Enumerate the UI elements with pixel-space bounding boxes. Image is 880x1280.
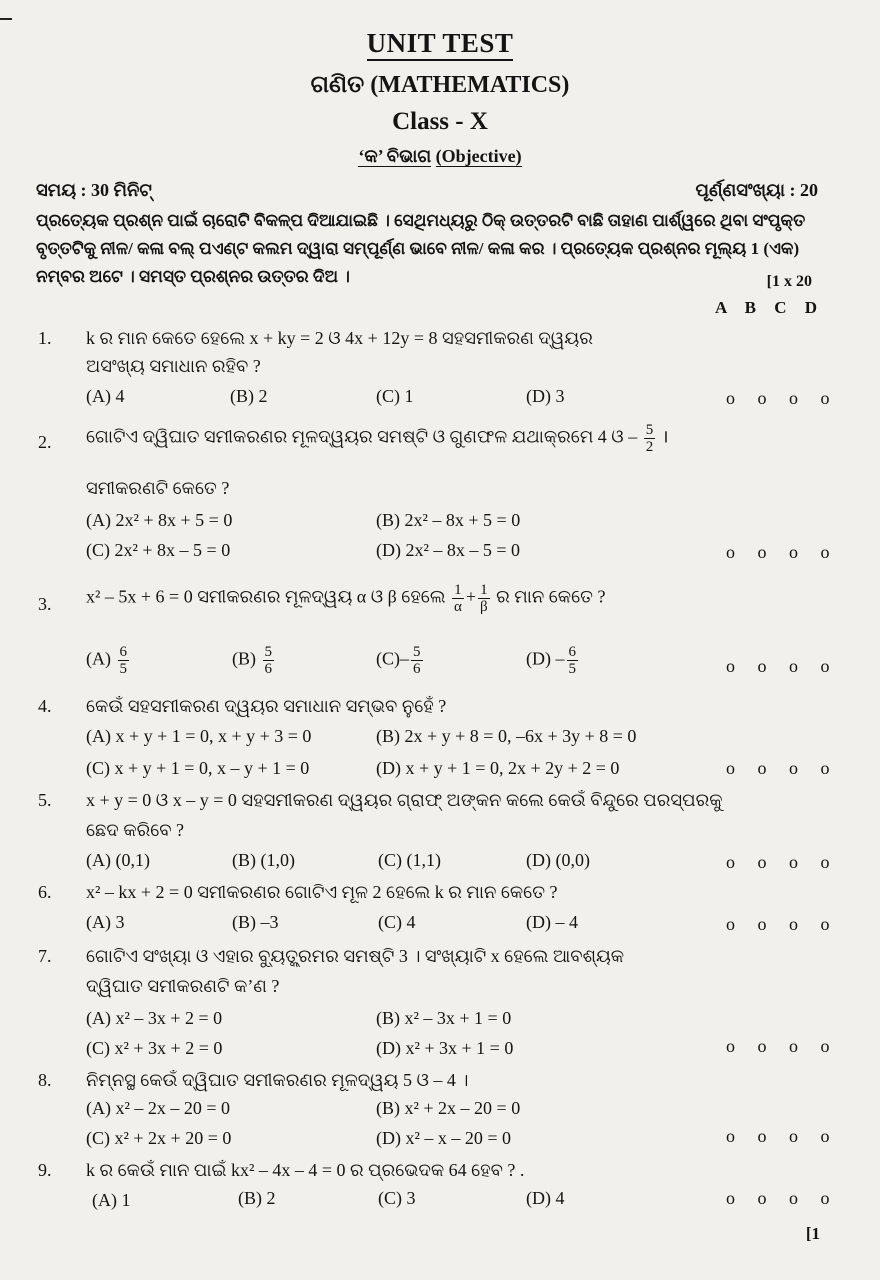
option-a[interactable]: (A) 2x² + 8x + 5 = 0 (86, 510, 233, 530)
question-number: 3. (38, 594, 52, 614)
option-d[interactable]: (D) – 4 (526, 912, 578, 932)
fraction: $\frac{5}{2}$ (645, 422, 654, 455)
option-b[interactable]: (B) 2 (238, 1188, 276, 1208)
question-text: ସମୀକରଣଟି କେତେ ? (86, 478, 230, 498)
answer-bubbles[interactable]: o o o o (726, 656, 839, 676)
class-heading: Class - X (392, 108, 488, 135)
option-a[interactable]: (A) (0,1) (86, 850, 150, 870)
question-text: ଗୋଟିଏ ଦ୍ୱିଘାତ ସମୀକରଣର ମୂଳଦ୍ୱୟର ସମଷ୍ଟି ଓ ଗୁଣଫଳ ଯଥାକ୍ରମେ 4 ଓ – $\frac{5}{2}$ । (86, 422, 669, 455)
answer-bubbles[interactable]: o o o o (726, 388, 839, 408)
question-text: k ର କେଉଁ ମାନ ପାଇଁ kx² – 4x – 4 = 0 ର ପ୍ରଭେଦକ 64 ହେବ ? . (86, 1160, 525, 1180)
question-number: 6. (38, 882, 52, 902)
option-b[interactable]: (B) 2x² – 8x + 5 = 0 (376, 510, 521, 530)
option-b[interactable]: (B) 2x + y + 8 = 0, –6x + 3y + 8 = 0 (376, 726, 637, 746)
option-a[interactable]: (A) x² – 2x – 20 = 0 (86, 1098, 231, 1118)
question-text: କେଉଁ ସହସମୀକରଣ ଦ୍ୱୟର ସମାଧାନ ସମ୍ଭବ ନୁହେଁ ? (86, 696, 447, 716)
option-a[interactable]: (A) 3 (86, 912, 125, 932)
answer-bubbles[interactable]: o o o o (726, 1036, 839, 1056)
option-b[interactable]: (B) x² + 2x – 20 = 0 (376, 1098, 521, 1118)
option-d[interactable]: (D) x² + 3x + 1 = 0 (376, 1038, 514, 1058)
answer-bubbles[interactable]: o o o o (726, 914, 839, 934)
question-number: 8. (38, 1070, 52, 1090)
fraction: $\frac{1}{\beta}$ (480, 582, 488, 615)
question-text: ନିମ୍ନସ୍ଥ କେଉଁ ଦ୍ୱିଘାତ ସମୀକରଣର ମୂଳଦ୍ୱୟ 5 ଓ – 4 । (86, 1070, 469, 1090)
question-text: x² – kx + 2 = 0 ସମୀକରଣର ଗୋଟିଏ ମୂଳ 2 ହେଲେ k ର ମାନ କେତେ ? (86, 882, 558, 902)
option-d[interactable]: (D) – $\frac{6}{5}$ (526, 644, 576, 677)
question-text: k ର ମାନ କେତେ ହେଲେ x + ky = 2 ଓ 4x + 12y = 8 ସହସମୀକରଣ ଦ୍ୱୟର (86, 328, 593, 348)
option-b[interactable]: (B) $\frac{5}{6}$ (232, 644, 272, 677)
answer-bubbles[interactable]: o o o o (726, 758, 839, 778)
instructions: ପ୍ରତ୍ୟେକ ପ୍ରଶ୍ନ ପାଇଁ ଚାରୋଟି ବିକଳ୍ପ ଦିଆଯାଇଛି । ସେଥିମଧ୍ୟରୁ ଠିକ୍ ଉତ୍ତରଟି ବାଛି ତାହାଣ ପାର୍ଶ୍ୱରେ ଥିବା ସଂପୃକ୍ତ ବୃତ୍ତଟିକୁ ନୀଳ/ କଳା ବଲ୍ ପଏଣ୍ଟ କଲମ ଦ୍ୱାରା ସମ୍ପୂର୍ଣ୍ଣ ଭାବେ ନୀଳ/ କଳା କର । ପ୍ରତ୍ୟେକ ପ୍ରଶ୍ନର ମୂଲ୍ୟ 1 (ଏକ) ନମ୍ବର ଅଟେ । ସମସ୍ତ ପ୍ରଶ୍ନର ଉତ୍ତର ଦିଅ । (36, 211, 806, 286)
option-a[interactable]: (A) 1 (92, 1190, 131, 1210)
question-number: 5. (38, 790, 52, 810)
option-c[interactable]: (C)– $\frac{5}{6}$ (376, 644, 421, 677)
option-c[interactable]: (C) x² + 3x + 2 = 0 (86, 1038, 223, 1058)
time-label: ସମୟ : 30 ମିନିଟ୍ (36, 180, 152, 200)
section-en: (Objective) (435, 146, 522, 166)
question-number: 1. (38, 328, 52, 348)
question-text: ଗୋଟିଏ ସଂଖ୍ୟା ଓ ଏହାର ବ୍ୟୁତ୍କ୍ରମର ସମଷ୍ଟି 3 । ସଂଖ୍ୟାଟି x ହେଲେ ଆବଶ୍ୟକ (86, 946, 625, 966)
option-a[interactable]: (A) 4 (86, 386, 125, 406)
option-c[interactable]: (C) 3 (378, 1188, 416, 1208)
corner-mark (0, 18, 12, 20)
option-c[interactable]: (C) 2x² + 8x – 5 = 0 (86, 540, 231, 560)
option-c[interactable]: (C) 4 (378, 912, 416, 932)
answer-bubbles[interactable]: o o o o (726, 542, 839, 562)
subject-heading: ଗଣିତ (MATHEMATICS) (310, 72, 570, 98)
option-a[interactable]: (A) x² – 3x + 2 = 0 (86, 1008, 223, 1028)
answer-bubbles[interactable]: o o o o (726, 1126, 839, 1146)
option-d[interactable]: (D) 3 (526, 386, 565, 406)
exam-title: UNIT TEST (0, 28, 880, 59)
answer-bubbles[interactable]: o o o o (726, 1188, 839, 1208)
question-text: ଛେଦ କରିବେ ? (86, 820, 185, 840)
fraction: $\frac{1}{\alpha}$ (454, 582, 462, 615)
option-d[interactable]: (D) 2x² – 8x – 5 = 0 (376, 540, 521, 560)
option-a[interactable]: (A) x + y + 1 = 0, x + y + 3 = 0 (86, 726, 312, 746)
section-heading (0, 146, 880, 167)
option-d[interactable]: (D) 4 (526, 1188, 565, 1208)
option-d[interactable]: (D) (0,0) (526, 850, 590, 870)
question-number: 4. (38, 696, 52, 716)
option-a[interactable]: (A) $\frac{6}{5}$ (86, 644, 127, 677)
option-c[interactable]: (C) x + y + 1 = 0, x – y + 1 = 0 (86, 758, 310, 778)
option-c[interactable]: (C) 1 (376, 386, 414, 406)
option-b[interactable]: (B) 2 (230, 386, 268, 406)
answer-columns: A B C D (715, 298, 824, 317)
question-text: ଅସଂଖ୍ୟ ସମାଧାନ ରହିବ ? (86, 356, 261, 376)
question-text: x² – 5x + 6 = 0 ସମୀକରଣର ମୂଳଦ୍ୱୟ α ଓ β ହେଲେ $\frac{1}{\alpha}$ + $\frac{1}{\beta}$ ର ମାନ କେତେ ? (86, 582, 606, 615)
question-number: 9. (38, 1160, 52, 1180)
option-d[interactable]: (D) x + y + 1 = 0, 2x + 2y + 2 = 0 (376, 758, 620, 778)
page-number: [1 (805, 1224, 820, 1243)
question-text: ଦ୍ୱିଘାତ ସମୀକରଣଟି କ’ଣ ? (86, 976, 280, 996)
option-b[interactable]: (B) x² – 3x + 1 = 0 (376, 1008, 512, 1028)
option-c[interactable]: (C) x² + 2x + 20 = 0 (86, 1128, 232, 1148)
full-marks-label: ପୂର୍ଣ୍ଣସଂଖ୍ୟା : 20 (695, 180, 818, 200)
answer-bubbles[interactable]: o o o o (726, 852, 839, 872)
marks-label: [1 x 20 (766, 273, 812, 290)
option-d[interactable]: (D) x² – x – 20 = 0 (376, 1128, 512, 1148)
option-b[interactable]: (B) (1,0) (232, 850, 295, 870)
section-odia: ‘କ’ ବିଭାଗ (358, 146, 432, 166)
question-number: 2. (38, 432, 52, 452)
question-text: x + y = 0 ଓ x – y = 0 ସହସମୀକରଣ ଦ୍ୱୟର ଗ୍ରାଫ୍ ଅଙ୍କନ କଲେ କେଉଁ ବିନ୍ଦୁରେ ପରସ୍ପରକୁ (86, 790, 723, 810)
option-c[interactable]: (C) (1,1) (378, 850, 441, 870)
question-number: 7. (38, 946, 52, 966)
option-b[interactable]: (B) –3 (232, 912, 279, 932)
